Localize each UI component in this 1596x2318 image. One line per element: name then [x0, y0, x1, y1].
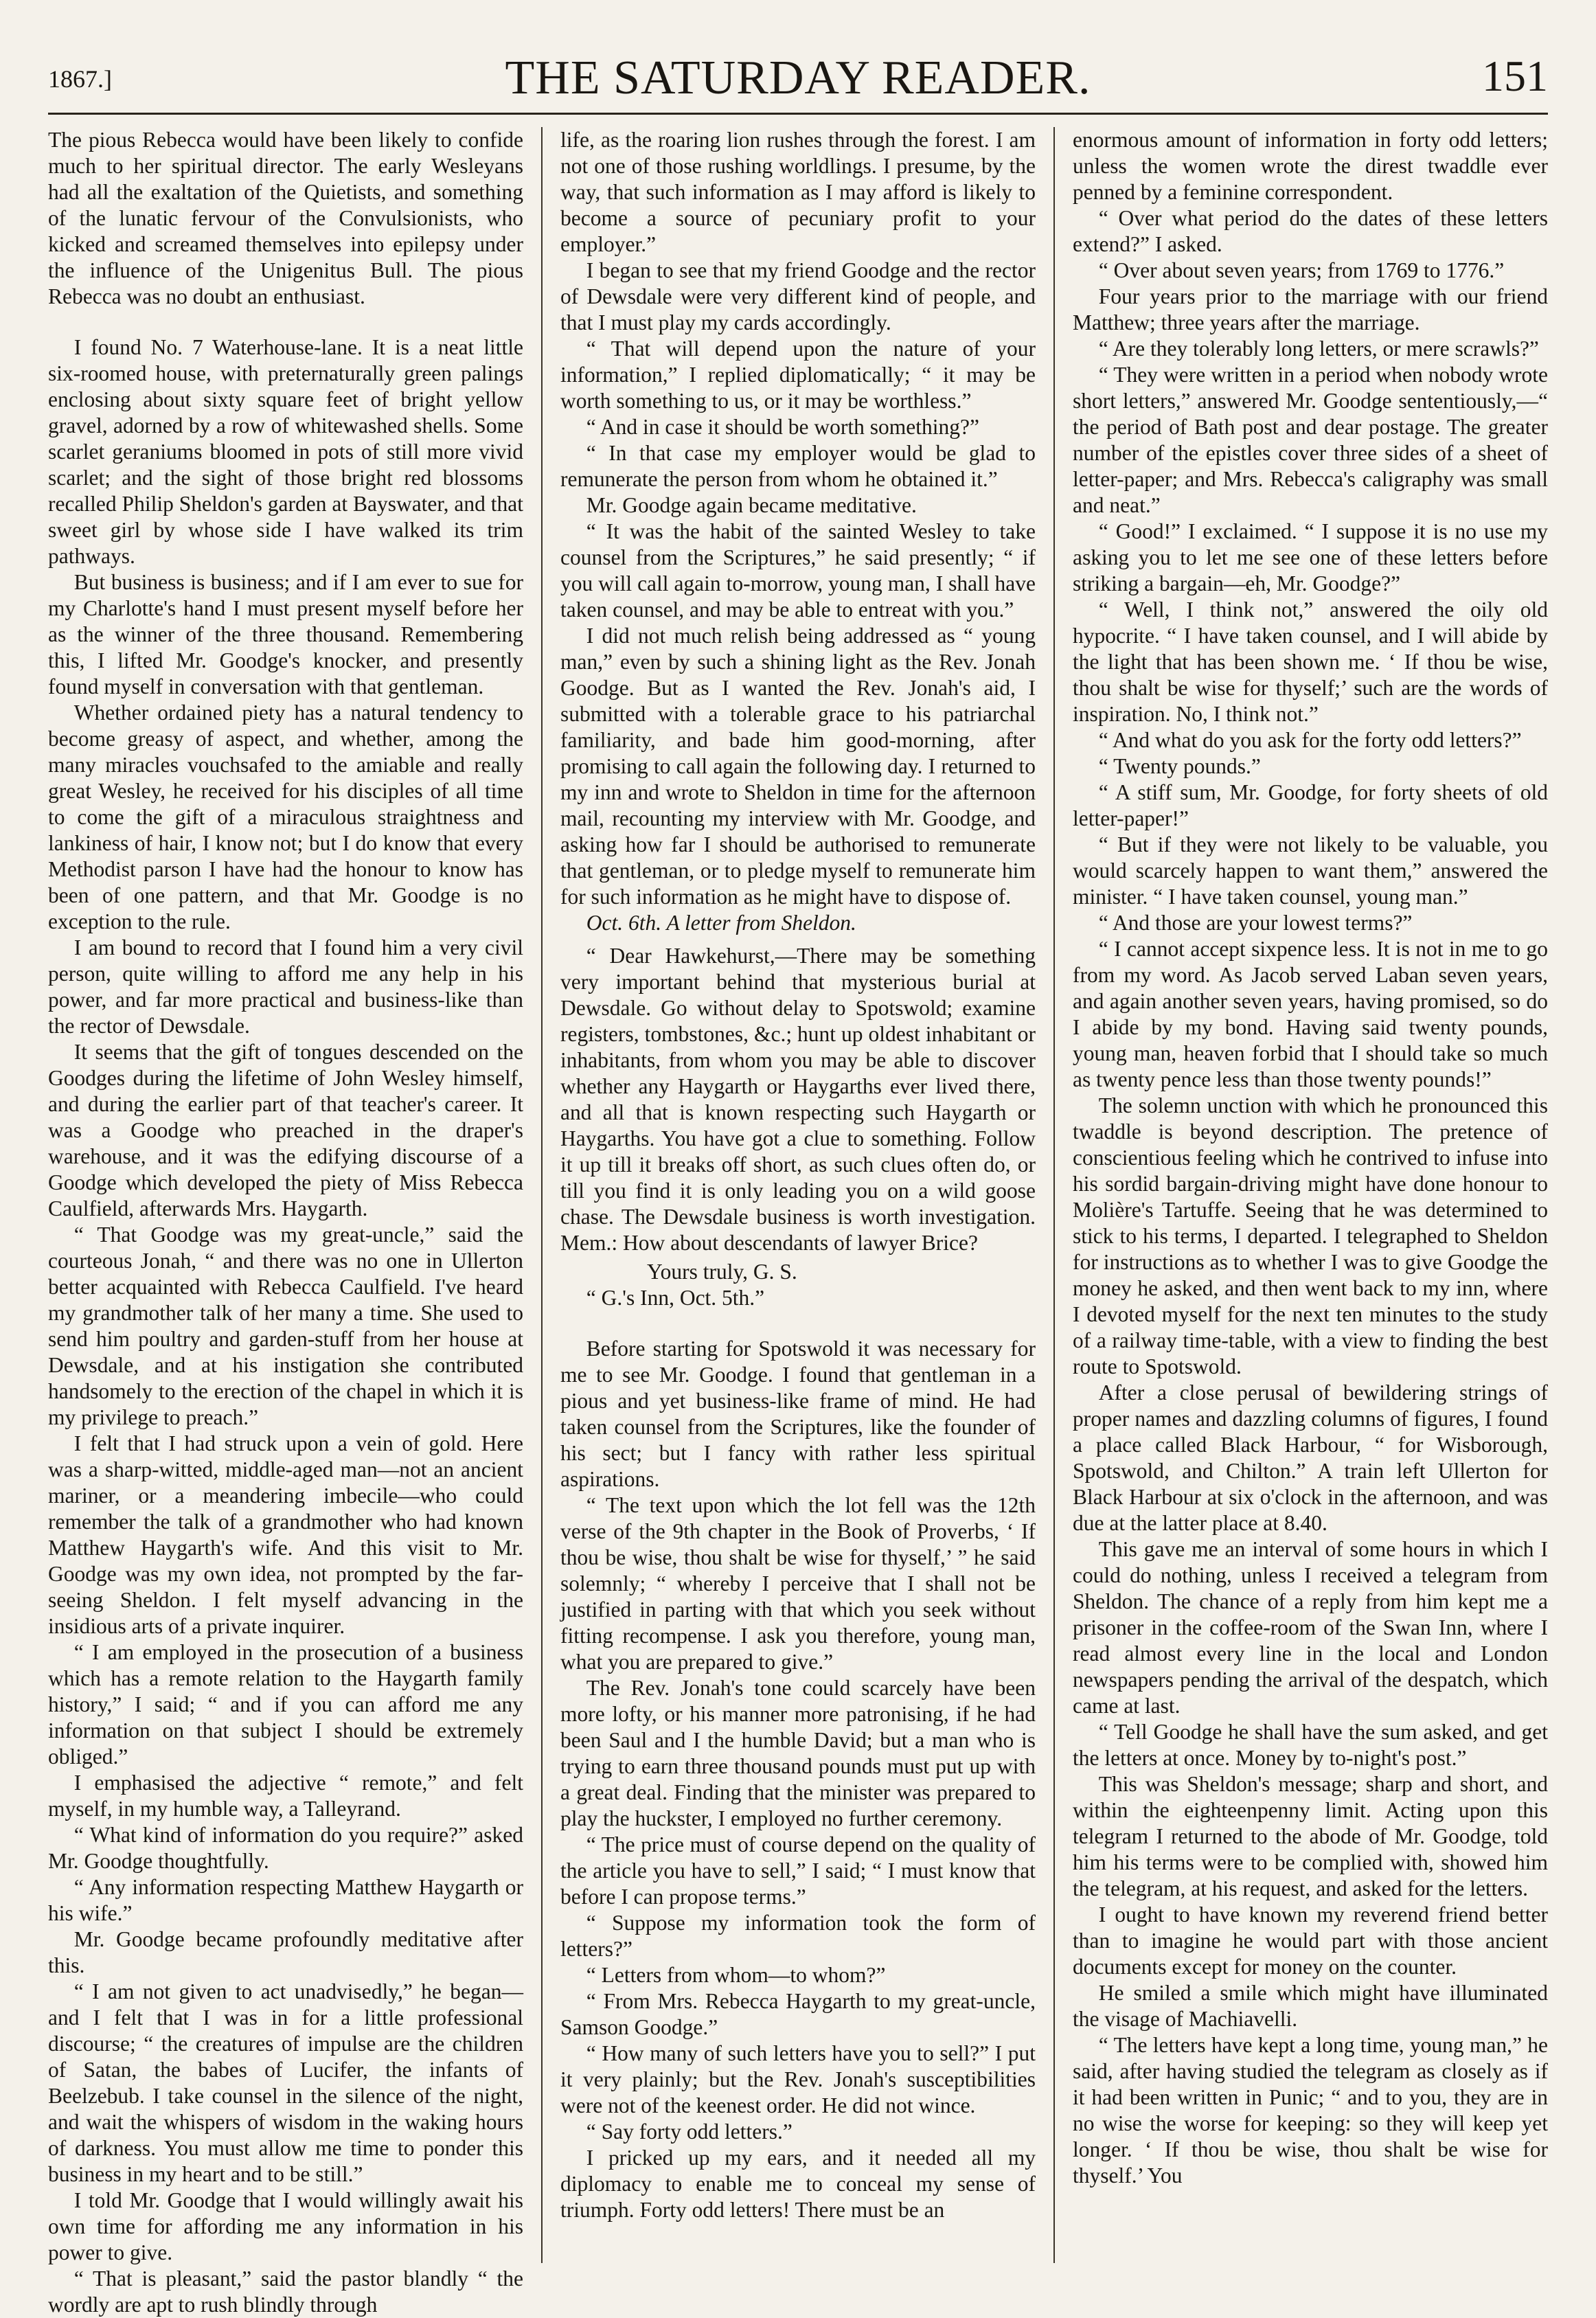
text-columns — [48, 127, 1548, 2317]
paragraph: I emphasised the adjective “ remote,” and felt myself, in my humble way, a Talleyrand. — [48, 1771, 523, 1821]
paragraph: This gave me an interval of some hours in which I could do nothing, unless I received a telegram from Sheldon. The chance of a reply from him kept me a prisoner in the coffee-room of the Swan Inn, where I read almost every line in the local and London newspapers pending the arrival of the despatch, which came at last. — [1073, 1537, 1548, 1718]
paragraph: “ In that case my employer would be glad to remunerate the person from whom he obtained it.” — [560, 441, 1036, 491]
paragraph: Before starting for Spotswold it was necessary for me to see Mr. Goodge. I found that gentleman in a pious and yet business-like frame of mind. He had taken counsel from the Scriptures, like the founder of his sect; but I fancy with rather less spiritual aspirations. — [560, 1337, 1036, 1491]
paragraph: Mr. Goodge became profoundly meditative after this. — [48, 1927, 523, 1977]
paragraph: “ Letters from whom—to whom?” — [586, 1963, 886, 1987]
header-rule — [48, 113, 1548, 115]
issue-date: 1867.] — [48, 65, 112, 93]
paragraph: I felt that I had struck upon a vein of gold. Here was a sharp-witted, middle-aged man—not an ancient mariner, or a meandering imbecile—who could remember the talk of a grandmother who had known Matthew Haygarth's wife. And this visit to Mr. Goodge was my own idea, not prompted by the far-seeing Sheldon. I felt myself advancing in the insidious arts of a private inquirer. — [48, 1431, 523, 1638]
paragraph: I ought to have known my reverend friend better than to imagine he would part with those ancient documents except for money on the counter. — [1073, 1902, 1548, 1979]
paragraph: “ It was the habit of the sainted Wesley to take counsel from the Scriptures,” he said presently; “ if you will call again to-morrow, young man, I shall have taken counsel, and may be able to entreat with you.” — [560, 519, 1036, 622]
paragraph: “ Over what period do the dates of these letters extend?” I asked. — [1073, 206, 1548, 256]
paragraph: I told Mr. Goodge that I would willingly await his own time for affording me any information in his power to give. — [48, 2188, 523, 2264]
paragraph: This was Sheldon's message; sharp and short, and within the eighteenpenny limit. Acting upon this telegram I returned to the abode of Mr. Goodge, told him his terms were to be complied with, showed him the telegram, at his request, and asked for the letters. — [1073, 1772, 1548, 1900]
paragraph: “ They were written in a period when nobody wrote short letters,” answered Mr. Goodge sententiously,—“ the period of Bath post and dear postage. The greater number of the epistles cover three sides of a sheet of letter-paper; and Mrs. Rebecca's caligraphy was small and neat.” — [1073, 363, 1548, 517]
paragraph: Oct. 6th. A letter from Sheldon. — [586, 911, 856, 935]
paragraph: Four years prior to the marriage with our friend Matthew; three years after the marriage. — [1073, 284, 1548, 334]
paragraph: But business is business; and if I am ever to sue for my Charlotte's hand I must present myself before her as the winner of the three thousand. Remembering this, I lifted Mr. Goodge's knocker, and presently found myself in conversation with that gentleman. — [48, 570, 523, 698]
paragraph: “ How many of such letters have you to sell?” I put it very plainly; but the Rev. Jonah's susceptibilities were not of the keenest order. He did not wince. — [560, 2041, 1036, 2117]
paragraph: “ The letters have kept a long time, young man,” he said, after having studied the telegram as closely as if it had been written in Punic; “ and to you, they are in no wise the worse for keeping: so they will keep yet longer. ‘ If thou be wise, thou shalt be wise for thyself.’ You — [1073, 2033, 1548, 2188]
paragraph: Whether ordained piety has a natural tendency to become greasy of aspect, and whether, among the many miracles vouchsafed to the amiable and really great Wesley, he received for his disciples of all time to come the gift of a miraculous straightness and lankiness of hair, I know not; but I do know that every Methodist parson I have had the honour to know has been of one pattern, and that Mr. Goodge is no exception to the rule. — [48, 701, 523, 933]
paragraph: “ Any information respecting Matthew Haygarth or his wife.” — [48, 1875, 523, 1925]
paragraph: “ Twenty pounds.” — [1098, 754, 1261, 778]
paragraph: I pricked up my ears, and it needed all my diplomacy to enable me to conceal my sense of triumph. Forty odd letters! There must be an — [560, 2146, 1036, 2222]
paragraph: “ A stiff sum, Mr. Goodge, for forty sheets of old letter-paper!” — [1073, 780, 1548, 830]
paragraph: After a close perusal of bewildering strings of proper names and dazzling columns of figures, I found a place called Black Harbour, “ for Wisborough, Spotswold, and Chilton.” A train left Ullerton for Black Harbour at six o'clock in the afternoon, and was due at the latter place at 8.40. — [1073, 1380, 1548, 1535]
paragraph: “ Good!” I exclaimed. “ I suppose it is no use my asking you to let me see one of these letters before striking a bargain—eh, Mr. Goodge?” — [1073, 519, 1548, 595]
paragraph: “ The price must of course depend on the quality of the article you have to sell,” I said; “ I must know that before I can propose terms.” — [560, 1832, 1036, 1909]
paragraph: “ That Goodge was my great-uncle,” said the courteous Jonah, “ and there was no one in Ullerton better acquainted with Rebecca Caulfield. I've heard my grandmother talk of her many a time. She used to send him poultry and garden-stuff from her house at Dewsdale, and at his instigation she contributed handsomely to the erection of the chapel in which it is my privilege to preach.” — [48, 1223, 523, 1429]
paragraph: Mr. Goodge again became meditative. — [586, 493, 917, 517]
column-3 — [1053, 127, 1548, 2263]
paragraph: I found No. 7 Waterhouse-lane. It is a neat little six-roomed house, with preternaturally green palings enclosing about sixty square feet of bright yellow gravel, adorned by a row of whitewashed shells. Some scarlet geraniums bloomed in pots of still more vivid scarlet; and the sight of those bright red blossoms recalled Philip Sheldon's garden at Bayswater, and that sweet girl by whose side I have walked its trim pathways. — [48, 335, 523, 568]
paragraph: “ Suppose my information took the form of letters?” — [560, 1911, 1036, 1961]
paragraph: It seems that the gift of tongues descended on the Goodges during the lifetime of John Wesley himself, and during the earlier part of that teacher's career. It was a Goodge who preached in the draper's warehouse, and it was the edifying discourse of a Goodge which developed the piety of Miss Rebecca Caulfield, afterwards Mrs. Haygarth. — [48, 1040, 523, 1220]
paragraph: Yours truly, G. S. — [647, 1260, 797, 1284]
paragraph: enormous amount of information in forty odd letters; unless the women wrote the direst twaddle ever penned by a feminine correspondent. — [1073, 128, 1548, 204]
paragraph: “ From Mrs. Rebecca Haygarth to my great-uncle, Samson Goodge.” — [560, 1989, 1036, 2039]
paragraph: “ I cannot accept sixpence less. It is not in me to go from my word. As Jacob served Laban seven years, and again another seven years, having promised, so do I abide by my bond. Having said twenty pounds, young man, heaven forbid that I should take so much as twenty pence less than those twenty pounds!” — [1073, 937, 1548, 1091]
publication-title: THE SATURDAY READER. — [505, 52, 1091, 104]
paragraph: “ That is pleasant,” said the pastor blandly “ the wordly are apt to rush blindly through — [48, 2266, 523, 2317]
paragraph: “ Say forty odd letters.” — [586, 2120, 793, 2144]
paragraph: “ The text upon which the lot fell was the 12th verse of the 9th chapter in the Book of Proverbs, ‘ If thou be wise, thou shalt be wise for thyself,’ ” he said solemnly; “ whereby I perceive that I shall not be justified in parting with that which you seek without fitting recompense. I ask you therefore, young man, what you are prepared to give.” — [560, 1493, 1036, 1674]
paragraph: The pious Rebecca would have been likely to confide much to her spiritual director. The early Wesleyans had all the exaltation of the Quietists, and something of the lunatic fervour of the Convulsionists, who kicked and screamed themselves into epilepsy under the influence of the Unigenitus Bull. The pious Rebecca was no doubt an enthusiast. — [48, 128, 523, 308]
paragraph: “ Over about seven years; from 1769 to 1776.” — [1098, 258, 1505, 282]
paragraph: “ Are they tolerably long letters, or mere scrawls?” — [1098, 337, 1539, 361]
paragraph: “ That will depend upon the nature of your information,” I replied diplomatically; “ it may be worth something to us, or it may be worthless.” — [560, 337, 1036, 413]
page-number: 151 — [1482, 52, 1548, 100]
paragraph: “ Well, I think not,” answered the oily old hypocrite. “ I have taken counsel, and I will abide by the light that has been shown me. ‘ If thou be wise, thou shalt be wise for thyself;’ such are the words of inspiration. No, I think not.” — [1073, 598, 1548, 726]
paragraph: The Rev. Jonah's tone could scarcely have been more lofty, or his manner more patronising, if he had been Saul and I the humble David; but a man who is trying to earn three thousand pounds must put up with a great deal. Finding that the minister was prepared to play the huckster, I employed no further ceremony. — [560, 1676, 1036, 1830]
paragraph: “ I am employed in the prosecution of a business which has a remote relation to the Haygarth family history,” I said; “ and if you can afford me any information on that subject I should be extremely obliged.” — [48, 1640, 523, 1769]
paragraph: I am bound to record that I found him a very civil person, quite willing to afford me any help in his power, and far more practical and business-like than the rector of Dewsdale. — [48, 935, 523, 1038]
paragraph: “ I am not given to act unadvisedly,” he began—and I felt that I was in for a little professional discourse; “ the creatures of impulse are the children of Satan, the babes of Lucifer, the infants of Beelzebub. I take counsel in the silence of the night, and wait the whispers of wisdom in the waking hours of darkness. You must allow me time to ponder this business in my heart and to be still.” — [48, 1979, 523, 2186]
paragraph: “ Dear Hawkehurst,—There may be something very important behind that mysterious burial at Dewsdale. Go without delay to Spotswold; examine registers, tombstones, &c.; hunt up oldest inhabitant or inhabitants, from whom you may be able to discover whether any Haygarth or Haygarths ever lived there, and all that is known respecting such Haygarth or Haygarths. You have got a clue to something. Follow it up till it breaks off short, as such clues often do, or till you find it is only leading you on a wild goose chase. The Dewsdale business is worth investigation. Mem.: How about descendants of lawyer Brice? — [560, 944, 1036, 1255]
paragraph: I did not much relish being addressed as “ young man,” even by such a shining light as the Rev. Jonah Goodge. But as I wanted the Rev. Jonah's aid, I submitted with a tolerable grace to his patriarchal familiarity, and bade him good-morning, after promising to call again the following day. I returned to my inn and wrote to Sheldon in time for the afternoon mail, recounting my interview with Mr. Goodge, and asking how far I should be authorised to remunerate that gentleman, or to pledge myself to remunerate him for such information as he might have to dispose of. — [560, 624, 1036, 909]
paragraph: The solemn unction with which he pronounced this twaddle is beyond description. The pretence of conscientious feeling which he contrived to infuse into his sordid bargain-driving might have done honour to Molière's Tartuffe. Seeing that he was determined to stick to his terms, I departed. I telegraphed to Sheldon for instructions as to whether I was to give Goodge the money he asked, and then went back to my inn, where I devoted myself for the next ten minutes to the study of a railway time-table, with a view to finding the best route to Spotswold. — [1073, 1093, 1548, 1378]
paragraph: He smiled a smile which might have illuminated the visage of Machiavelli. — [1073, 1981, 1548, 2031]
page-header — [48, 41, 1548, 110]
paragraph: “ But if they were not likely to be valuable, you would scarcely happen to want them,” answered the minister. “ I have taken counsel, young man.” — [1073, 832, 1548, 909]
paragraph: “ And in case it should be worth something?” — [586, 415, 979, 439]
paragraph: “ Tell Goodge he shall have the sum asked, and get the letters at once. Money by to-night's post.” — [1073, 1720, 1548, 1770]
paragraph: “ And what do you ask for the forty odd letters?” — [1098, 728, 1522, 752]
paragraph: “ And those are your lowest terms?” — [1098, 911, 1413, 935]
paragraph: “ G.'s Inn, Oct. 5th.” — [586, 1286, 765, 1310]
paragraph: “ What kind of information do you require?” asked Mr. Goodge thoughtfully. — [48, 1823, 523, 1873]
column-2 — [541, 127, 1053, 2263]
column-1 — [48, 127, 541, 2317]
paragraph: life, as the roaring lion rushes through the forest. I am not one of those rushing worldlings. I presume, by the way, that such information as I may afford is likely to become a source of pecuniary profit to your employer.” — [560, 128, 1036, 256]
paragraph: I began to see that my friend Goodge and the rector of Dewsdale were very different kind of people, and that I must play my cards accordingly. — [560, 258, 1036, 334]
